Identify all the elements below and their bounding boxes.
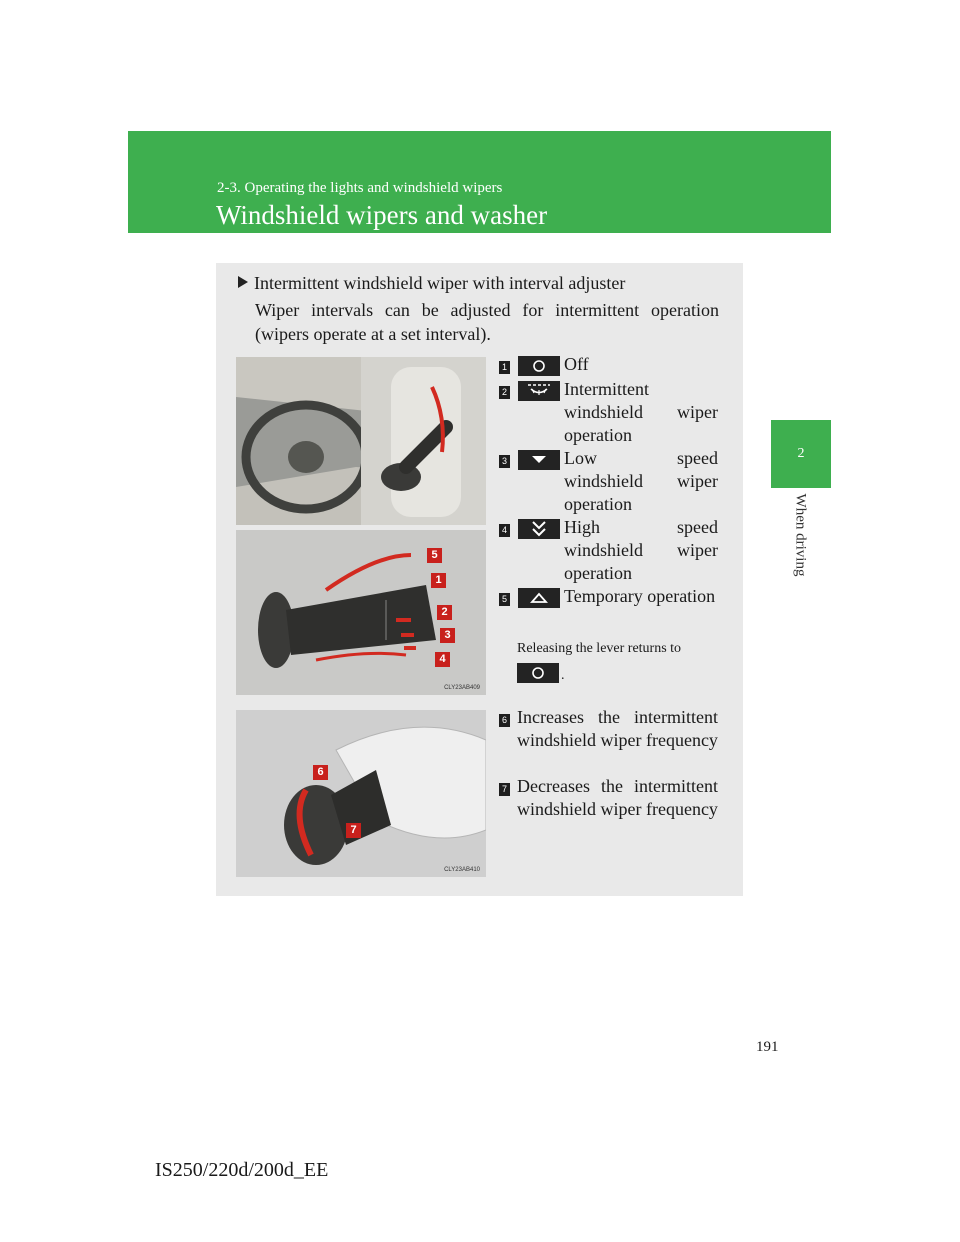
page-title: Windshield wipers and washer [216,200,548,230]
callout-6: 6 [313,765,328,780]
dial-photo [236,710,486,877]
chapter-tab: 2 [771,420,831,488]
subheading: Intermittent windshield wiper with interval adjuster [238,273,625,294]
photo-code: CLY23AB409 [444,685,480,691]
footer-code: IS250/220d/200d_EE [155,1159,329,1181]
interior-illustration [236,357,486,525]
callout-5: 5 [427,548,442,563]
intermittent-wiper-icon [518,381,560,401]
position-text: Temporary operation [564,586,716,606]
callout-2: 2 [437,605,452,620]
off-symbol-icon [518,356,560,376]
off-symbol-icon [517,663,559,683]
section-label: 2-3. Operating the lights and windshield wipers [217,180,503,196]
number-badge: 2 [499,386,510,399]
callout-1: 1 [431,573,446,588]
number-badge: 6 [499,714,510,727]
double-down-arrow-icon [518,519,560,539]
triangle-bullet-icon [238,276,248,288]
chapter-title: When driving [792,493,809,577]
number-badge: 4 [499,524,510,537]
callout-7: 7 [346,823,361,838]
intro-paragraph: Wiper intervals can be adjusted for intermittent operation (wipers operate at a set interval). [255,300,719,344]
number-badge: 3 [499,455,510,468]
position-text: Off [564,354,589,374]
callout-3: 3 [440,628,455,643]
position-text: Low speed windshield wiper operation [564,448,718,514]
note-text: Releasing the lever returns to [517,641,682,656]
page-number: 191 [756,1039,779,1055]
dial-illustration [236,710,486,877]
position-text: High speed windshield wiper operation [564,517,718,583]
frequency-text: Increases the intermittent windshield wiper frequency [517,707,718,750]
number-badge: 7 [499,783,510,796]
number-badge: 5 [499,593,510,606]
number-badge: 1 [499,361,510,374]
photo-code: CLY23AB410 [444,867,480,873]
single-down-arrow-icon [518,450,560,470]
callout-4: 4 [435,652,450,667]
interior-photo [236,357,486,525]
frequency-text: Decreases the intermittent windshield wiper frequency [517,776,718,819]
position-text: Intermittent windshield wiper operation [564,379,718,445]
up-arrow-icon [518,588,560,608]
note-period: . [561,668,565,683]
